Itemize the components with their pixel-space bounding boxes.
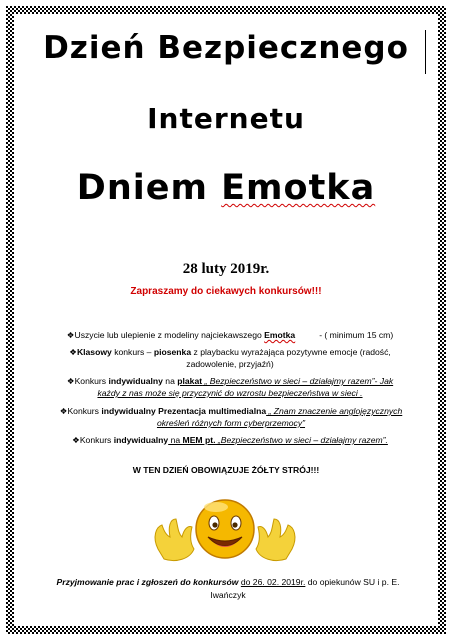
dress-code-notice: W TEN DZIEŃ OBOWIĄZUJE ŻÓŁTY STRÓJ!!! [132, 465, 320, 475]
item-bold: Emotka [264, 330, 296, 340]
invitation-text: Zapraszamy do ciekawych konkursów!!! [130, 286, 322, 297]
footer-text: Iwańczyk [210, 590, 246, 600]
item-bold: MEM pt. [182, 435, 216, 445]
item-quote: „ Bezpieczeństwo w sieci – działajmy razem”- Jak [202, 376, 394, 386]
item-text: konkurs – [111, 347, 154, 357]
smiley-waving-hands-icon [150, 493, 300, 571]
item-text: Uszycie lub ulepienie z modeliny najciekawszego [74, 330, 265, 340]
item-bold: piosenka [153, 347, 192, 357]
item-bold: Klasowy [76, 347, 112, 357]
bullet-icon: ❖ [69, 347, 77, 357]
item-bold: indywidualny [113, 435, 169, 445]
list-item [60, 346, 400, 370]
item-bold: indywidualny Prezentacja multimedialna [101, 406, 267, 416]
list-item [30, 375, 430, 399]
title-line-3-part-2: Emotka [221, 168, 376, 208]
item-text: Konkurs [67, 406, 102, 416]
item-text: na [168, 435, 183, 445]
list-item [30, 405, 432, 429]
footer-note [36, 576, 420, 602]
item-text: na [162, 376, 178, 386]
item-text: - ( minimum 15 cm) [319, 330, 394, 340]
bullet-icon: ❖ [59, 406, 68, 416]
footer-text: Przyjmowanie prac i zgłoszeń do konkursów [56, 577, 241, 587]
title-line-2: Internetu [147, 102, 305, 135]
item-text: z playbacku wyrażająca pozytywne emocje (radość, [191, 347, 391, 357]
title-line-3-part-1: Dniem [76, 168, 222, 208]
item-quote: każdy z nas może się przyczynić do wzrostu bezpieczeństwa w sieci . [97, 388, 363, 398]
item-text: zadowolenie, przyjaźń) [186, 359, 274, 369]
bullet-icon: ❖ [66, 330, 75, 340]
list-item [30, 329, 430, 341]
decorative-border-bottom [6, 626, 446, 634]
item-quote: określeń różnych form cyberprzemocy” [156, 418, 306, 428]
footer-text: do opiekunów SU i p. E. [305, 577, 400, 587]
bullet-icon: ❖ [72, 435, 80, 445]
decorative-border-right [438, 6, 446, 634]
title-line-1: Dzień Bezpiecznego [43, 30, 409, 66]
decorative-border-left [6, 6, 14, 634]
bullet-icon: ❖ [66, 376, 75, 386]
item-bold: indywidualny [108, 376, 163, 386]
event-date: 28 luty 2019r. [182, 261, 270, 277]
list-item [30, 434, 430, 446]
title-line-3 [0, 168, 452, 208]
item-text: Konkurs [74, 376, 109, 386]
item-quote: „ Znam znaczenie anglojęzycznych [266, 406, 403, 416]
footer-deadline: do 26. 02. 2019r. [240, 577, 306, 587]
decorative-border-top [6, 6, 446, 14]
item-quote: „Bezpieczeństwo w sieci – działajmy razem”. [215, 435, 388, 445]
item-text: Konkurs [79, 435, 114, 445]
item-bold: plakat [177, 376, 203, 386]
